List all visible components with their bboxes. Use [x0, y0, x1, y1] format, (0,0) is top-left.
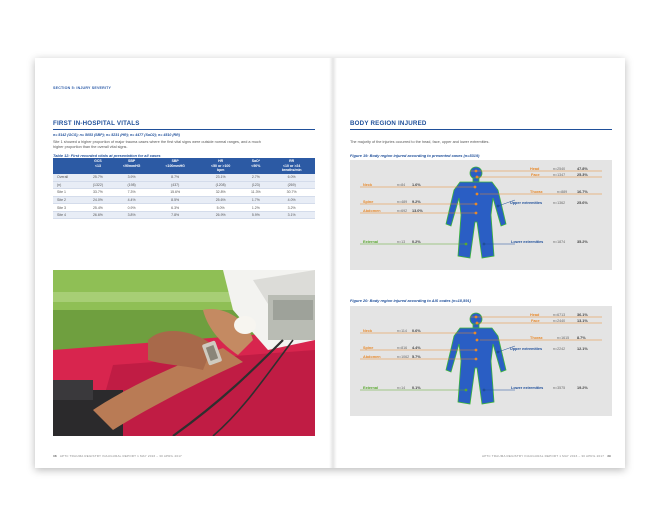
table-row: Site 4 26.6% 3.8% 7.8% 26.9% 5.9% 3.1% [53, 211, 315, 219]
figure-20-caption: Figure 20: Body region injured according to AIS codes (n=18,591) [350, 298, 471, 303]
label-abdomen: Abdomen [363, 355, 381, 359]
label-thorax: Thorax [530, 336, 543, 340]
label-upper-extremities: Upper extremities [510, 347, 543, 351]
label-external: External [363, 386, 378, 390]
section-label: SECTION 5: INJURY SEVERITY [53, 86, 112, 90]
body-region-text: The majority of the injuries occurred to the head, face, upper and lower extremities. [350, 140, 490, 144]
table-row: (n) (1322) (198) (437) (1208) (123) (269) [53, 181, 315, 189]
table-row: Overall 25.7% 3.9% 8.7% 23.1% 2.7% 6.0% [53, 174, 315, 181]
label-lower-extremities: Lower extremities [511, 386, 544, 390]
label-abdomen: Abdomen [363, 209, 381, 213]
page-number: 39 [607, 454, 611, 458]
label-face: Face [531, 173, 540, 177]
heading-rule [350, 129, 612, 130]
vitals-body-text: Site 1 showed a higher proportion of major trauma cases where the first vital signs were outside normal ranges, and a much higher proportion than the overall vital signs. [53, 140, 261, 150]
left-footer [53, 454, 182, 458]
table-header-row [53, 158, 315, 174]
label-external: External [363, 240, 378, 244]
label-head: Head [530, 313, 540, 317]
body-region-heading: BODY REGION INJURED [350, 120, 427, 127]
table-header-cell: SBP <90mmHG [111, 158, 152, 174]
table-header-cell: HR <50 or >100 bpm [198, 158, 243, 174]
table-header-cell: SaO² <90% [243, 158, 268, 174]
table-header-cell: SBP <100mmHG [152, 158, 198, 174]
label-neck: Neck [363, 329, 373, 333]
table-row: Site 1 33.7% 7.3% 15.6% 32.8% 11.3% 30.7% [53, 189, 315, 197]
label-head: Head [530, 167, 540, 171]
label-face: Face [531, 319, 540, 323]
vitals-n-line: n= 5142 (GCS); n= 5053 (SBP); n= 5231 (HR); n= 4477 (SaO2); n= 4510 (RR) [53, 133, 180, 137]
left-page [35, 58, 330, 468]
table-header-cell: RR <10 or >24 breaths/min [268, 158, 315, 174]
report-spread [35, 58, 625, 468]
right-page [330, 58, 625, 468]
label-neck: Neck [363, 183, 373, 187]
figure-20-panel: Head n=6713 36.1% Face n=2440 13.1% Neck n=114 0.6% Thorax n=1615 8.7% Spine n=816 4.4% Upper extremities n=2242 12.1% Abdomen n=1062 5.7% External n=14 0.1% Lower extremities n=3575 19.2% [350, 306, 612, 416]
right-footer [482, 454, 611, 458]
table-row: Site 2 24.0% 4.4% 8.5% 25.6% 1.7% 4.0% [53, 196, 315, 204]
heading-rule [53, 129, 315, 130]
label-spine: Spine [363, 346, 374, 350]
footer-text: APTC TRAUMA REGISTRY INAUGURAL REPORT 1 MAY 2016 – 30 APRIL 2017 [59, 454, 182, 458]
label-lower-extremities: Lower extremities [511, 240, 544, 244]
label-spine: Spine [363, 200, 374, 204]
vitals-table [53, 158, 315, 219]
figure-19-caption: Figure 19: Body region injured according to presented cases (n=5319) [350, 153, 480, 158]
figure-19-panel: Head n=2540 47.8% Face n=1347 25.3% Neck n=84 1.6% Thorax n=889 16.7% Spine n=489 9.2% Upper extremities n=1362 25.6% Abdomen n=692 13.0% External n=13 0.2% Lower extremities n=1874 35.2% [350, 160, 612, 270]
footer-text: APTC TRAUMA REGISTRY INAUGURAL REPORT 1 MAY 2016 – 30 APRIL 2017 [482, 454, 605, 458]
table-caption: Table 12: First recorded vitals at presentation for all cases [53, 153, 161, 158]
table-header-cell [53, 158, 85, 174]
page-number: 38 [53, 454, 57, 458]
vitals-heading: FIRST IN-HOSPITAL VITALS [53, 120, 140, 127]
label-upper-extremities: Upper extremities [510, 201, 543, 205]
blood-pressure-photo [53, 270, 315, 436]
table-header-cell: GCS <13 [85, 158, 111, 174]
table-row: Site 3 25.4% 0.9% 6.3% 5.0% 1.2% 3.2% [53, 204, 315, 212]
label-thorax: Thorax [530, 190, 543, 194]
